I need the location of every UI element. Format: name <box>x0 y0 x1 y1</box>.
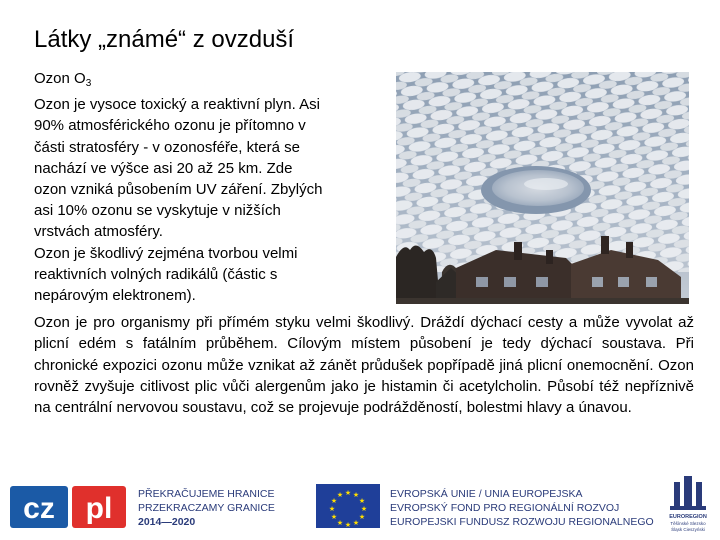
ozone-heading-name: Ozon O <box>34 70 86 87</box>
svg-text:★: ★ <box>330 513 338 521</box>
health-effects-paragraph: Ozon je pro organismy při přímém styku velmi škodlivý. Dráždí dýchací cesty a může vyvolat až plicní edém s fatálním průběhem. Cílovým místem působení je tedy dýchací soustava. Při chronické expozici ozonu může vznikat až zánět průdušek popřípadě jiná plicní onemocnění. Ozon rovněž zvyšuje citlivost plic vůči alergenům jako je histamin či acetylcholin. Působí též nepříznivě na centrální nervovou soustavu, což se projevuje podrážděností, bolestmi hlavy a únavou. <box>34 314 694 417</box>
intro-line: asi 10% ozonu se vyskytuje v nižších <box>34 202 281 220</box>
ozone-heading <box>34 68 389 94</box>
svg-text:★: ★ <box>360 505 368 513</box>
intro-line: vrstvách atmosféry. <box>34 223 163 241</box>
svg-text:★: ★ <box>344 521 352 529</box>
logo-cz-text: cz <box>23 492 55 525</box>
eu-line-1: EVROPSKÁ UNIE / UNIA EUROPEJSKA <box>390 488 583 500</box>
intro-line: Ozon je vysoce toxický a reaktivní plyn. Asi <box>34 96 320 114</box>
program-line-2: PRZEKRACZAMY GRANICE <box>138 502 275 514</box>
intro-line: ozon vzniká působením UV záření. Zbylých <box>34 181 323 199</box>
cloud-photo <box>396 72 689 304</box>
funding-footer <box>0 466 720 540</box>
ozone-intro <box>34 68 389 306</box>
slide-title: Látky „známé“ z ovzduší <box>34 26 295 53</box>
svg-text:★: ★ <box>328 505 336 513</box>
svg-text:★: ★ <box>330 497 338 505</box>
svg-text:★: ★ <box>352 519 360 527</box>
euroregion-line-3: Śląsk Cieszyński <box>671 527 705 532</box>
svg-text:★: ★ <box>358 513 366 521</box>
intro-line: nachází ve výšce asi 20 až 25 km. Zde <box>34 159 293 177</box>
intro-line: nepárovým elektronem). <box>34 287 196 305</box>
svg-text:★: ★ <box>336 519 344 527</box>
ozone-heading-subscript: 3 <box>85 78 92 89</box>
svg-text:★: ★ <box>352 491 360 499</box>
interreg-cz-pl-logo <box>10 486 126 528</box>
svg-text:★: ★ <box>336 491 344 499</box>
eu-flag-icon <box>316 484 380 529</box>
euroregion-line-2: Těšínské Slezsko <box>670 521 706 526</box>
program-line-3: 2014—2020 <box>138 516 196 528</box>
eu-line-2: EVROPSKÝ FOND PRO REGIONÁLNÍ ROZVOJ <box>390 502 620 514</box>
euroregion-logo <box>669 476 707 532</box>
svg-text:★: ★ <box>358 497 366 505</box>
eu-funding-text <box>390 487 654 528</box>
eu-line-3: EUROPEJSKI FUNDUSZ ROZWOJU REGIONALNEGO <box>390 516 654 528</box>
program-slogan <box>138 487 275 528</box>
intro-line: Ozon je škodlivý zejména tvorbou velmi <box>34 244 298 262</box>
logo-pl-text: pl <box>85 492 113 525</box>
program-line-1: PŘEKRAČUJEME HRANICE <box>138 488 275 500</box>
intro-line: 90% atmosférického ozonu je přítomno v <box>34 117 306 135</box>
euroregion-line-1: EUROREGION <box>669 514 707 520</box>
intro-line: reaktivních volných radikálů (částic s <box>34 265 278 283</box>
intro-line: části stratosféry - v ozonosféře, která se <box>34 138 300 156</box>
svg-text:★: ★ <box>344 489 352 497</box>
